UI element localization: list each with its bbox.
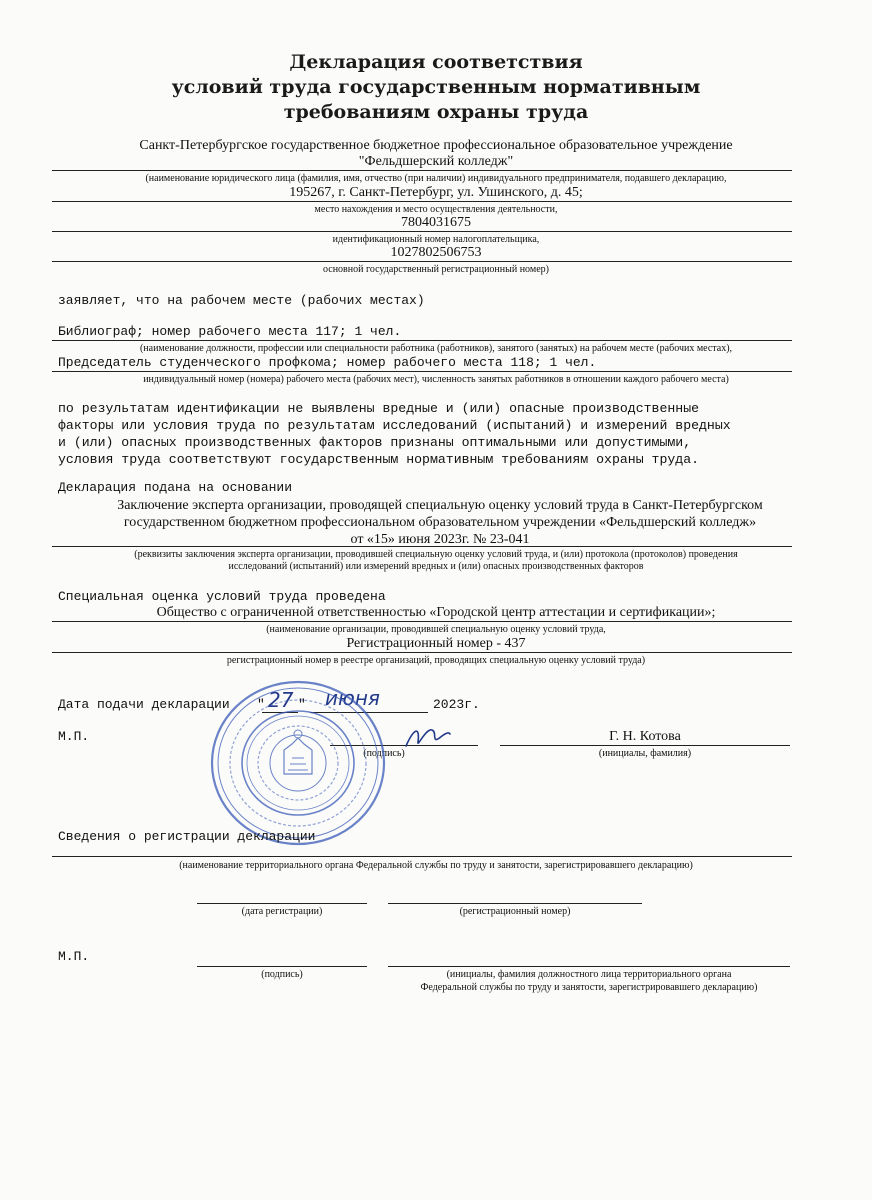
signer-underline: [500, 745, 790, 746]
result-line-4: условия труда соответствуют государственным нормативным требованиям охраны труда.: [58, 452, 700, 467]
registration-stamp-place-label: М.П.: [58, 949, 90, 964]
registration-label: Сведения о регистрации декларации: [58, 829, 316, 844]
workplace-caption-2: индивидуальный номер (номера) рабочего места (рабочих мест), численность занятых работников в отношении каждого рабочего места): [143, 374, 729, 385]
submission-date-label: Дата подачи декларации: [58, 697, 230, 712]
registration-official-underline: [388, 966, 790, 967]
basis-caption-2: исследований (испытаний) или измерений вредных и (или) опасных производственных факторов: [228, 561, 644, 572]
applicant-name-underline: [52, 170, 792, 171]
workplace-item-1: Библиограф; номер рабочего места 117; 1 чел.: [58, 324, 402, 339]
organization-seal-stamp: [208, 678, 388, 848]
submission-month: июня: [325, 686, 380, 710]
applicant-name-line-2: "Фельдшерский колледж": [358, 154, 514, 169]
submission-day: 27: [268, 688, 294, 712]
sout-org-underline: [52, 621, 792, 622]
result-line-1: по результатам идентификации не выявлены вредные и (или) опасные производственные: [58, 401, 700, 416]
signer-caption: (инициалы, фамилия): [598, 748, 692, 759]
sout-organization: Общество с ограниченной ответственностью «Городской центр аттестации и сертификации»;: [156, 605, 716, 620]
applicant-name-caption: (наименование юридического лица (фамилия, имя, отчество (при наличии) индивидуального предпринимателя, подавшего декларацию,: [145, 173, 727, 184]
registration-official-caption-1: (инициалы, фамилия должностного лица территориального органа: [446, 969, 732, 980]
date-quote-open: ": [257, 697, 265, 712]
basis-label: Декларация подана на основании: [58, 480, 293, 495]
sout-org-caption: (наименование организации, проводившей специальную оценку условий труда,: [266, 624, 606, 635]
applicant-address: 195267, г. Санкт-Петербург, ул. Ушинского, д. 45;: [289, 185, 583, 200]
ogrn-caption: основной государственный регистрационный номер): [323, 264, 549, 275]
declares-text: заявляет, что на рабочем месте (рабочих местах): [58, 293, 425, 308]
inn-underline: [52, 231, 792, 232]
title-line-1: Декларация соответствия: [289, 51, 583, 73]
applicant-ogrn: 1027802506753: [390, 245, 482, 260]
date-quote-close: ": [298, 697, 306, 712]
title-line-3: требованиям охраны труда: [283, 101, 589, 123]
registration-signature-underline: [197, 966, 367, 967]
sout-reg-number: Регистрационный номер - 437: [346, 636, 526, 651]
registration-date-underline: [197, 903, 367, 904]
result-line-3: и (или) опасных производственных факторов признаны оптимальными или допустимыми,: [58, 435, 692, 450]
registration-official-caption-2: Федеральной службы по труду и занятости, зарегистрировавшего декларацию): [420, 982, 758, 993]
signer-name: Г. Н. Котова: [609, 729, 681, 744]
workplace-1-underline: [52, 340, 792, 341]
workplace-caption-1: (наименование должности, профессии или специальности работника (работников), занятого (занятых) на рабочем месте (рабочих местах),: [139, 343, 733, 354]
inn-caption: идентификационный номер налогоплательщика,: [332, 234, 540, 245]
applicant-name-line-1: Санкт-Петербургское государственное бюджетное профессиональное образовательное учреждение: [139, 138, 733, 153]
registration-number-caption: (регистрационный номер): [459, 906, 571, 917]
basis-caption-1: (реквизиты заключения эксперта организации, проводившей специальную оценку условий труда, и (или) протокола (протоколов) проведения: [134, 549, 738, 560]
registration-org-underline: [52, 856, 792, 857]
registration-date-caption: (дата регистрации): [241, 906, 323, 917]
stamp-place-label: М.П.: [58, 729, 90, 744]
sout-reg-underline: [52, 652, 792, 653]
document-title: [0, 50, 872, 125]
result-line-2: факторы или условия труда по результатам исследований (испытаний) и измерений вредных: [58, 418, 731, 433]
basis-underline: [52, 546, 792, 547]
registration-signature-caption: (подпись): [261, 969, 303, 980]
registration-number-underline: [388, 903, 642, 904]
applicant-inn: 7804031675: [401, 215, 471, 230]
submission-year: 2023г.: [433, 697, 480, 712]
address-underline: [52, 201, 792, 202]
sout-label: Специальная оценка условий труда проведена: [58, 589, 386, 604]
basis-line-2: государственном бюджетном профессиональном образовательном учреждении «Фельдшерский колледж»: [123, 515, 757, 530]
basis-text: [60, 497, 820, 548]
address-caption: место нахождения и место осуществления деятельности,: [314, 204, 558, 215]
ogrn-underline: [52, 261, 792, 262]
basis-line-1: Заключение эксперта организации, проводящей специальную оценку условий труда в Санкт-Петербургском: [117, 498, 763, 513]
registration-org-caption: (наименование территориального органа Федеральной службы по труду и занятости, зарегистрировавшего декларацию): [179, 860, 693, 871]
signature-scribble: [402, 722, 452, 752]
basis-line-3: от «15» июня 2023г. № 23-041: [350, 532, 530, 547]
result-paragraph: [58, 400, 731, 468]
title-line-2: условий труда государственным нормативным: [171, 76, 701, 98]
signature-caption: (подпись): [363, 748, 405, 759]
workplace-2-underline: [52, 371, 792, 372]
workplace-item-2: Председатель студенческого профкома; номер рабочего места 118; 1 чел.: [58, 355, 597, 370]
sout-reg-caption: регистрационный номер в реестре организаций, проводящих специальную оценку условий труда): [226, 655, 646, 666]
